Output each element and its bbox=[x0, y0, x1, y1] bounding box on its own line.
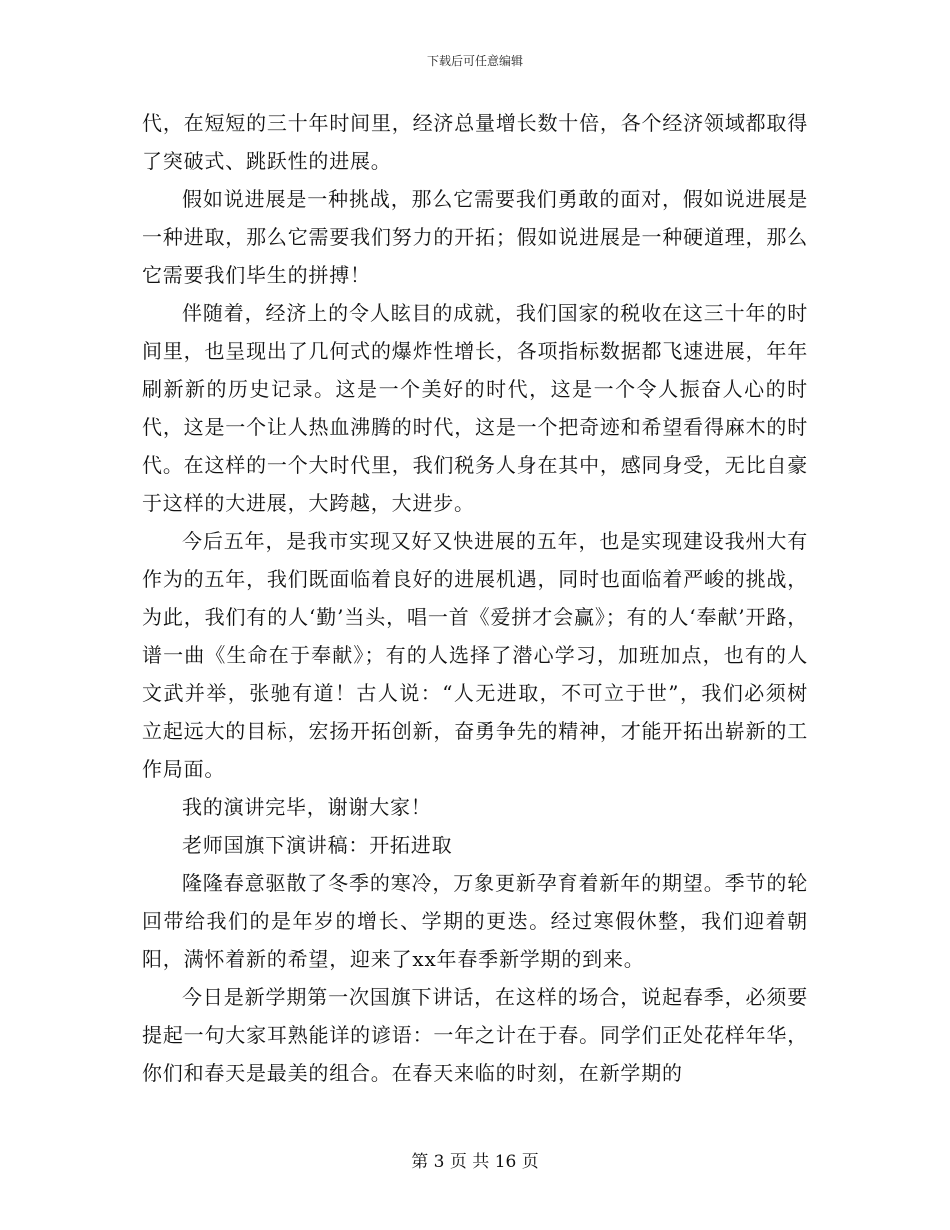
paragraph: 今后五年，是我市实现又好又快进展的五年，也是实现建设我州大有作为的五年，我们既面临着良好的进展机遇，同时也面临着严峻的挑战，为此，我们有的人‘勤’当头，唱一首《爱拼才会赢》；有的人‘奉献’开路，谱一曲《生命在于奉献》；有的人选择了潜心学习，加班加点，也有的人文武并举，张驰有道！古人说：“人无进取，不可立于世”，我们必须树立起远大的目标，宏扬开拓创新，奋勇争先的精神，才能开拓出崭新的工作局面。 bbox=[142, 529, 808, 781]
paragraph: 伴随着，经济上的令人眩目的成就，我们国家的税收在这三十年的时间里，也呈现出了几何式的爆炸性增长，各项指标数据都飞速进展，年年刷新新的历史记录。这是一个美好的时代，这是一个令人振奋人心的时代，这是一个让人热血沸腾的时代，这是一个把奇迹和希望看得麻木的时代。在这样的一个大时代里，我们税务人身在其中，感同身受，无比自豪于这样的大进展，大跨越，大进步。 bbox=[142, 301, 808, 515]
paragraph: 隆隆春意驱散了冬季的寒冷，万象更新孕育着新年的期望。季节的轮回带给我们的是年岁的增长、学期的更迭。经过寒假休整，我们迎着朝阳，满怀着新的希望，迎来了xx年春季新学期的到来。 bbox=[142, 871, 808, 971]
page-header: 下载后可任意编辑 bbox=[426, 54, 523, 68]
paragraph-continuation: 代，在短短的三十年时间里，经济总量增长数十倍，各个经济领域都取得了突破式、跳跃性的进展。 bbox=[142, 111, 808, 173]
paragraph: 今日是新学期第一次国旗下讲话，在这样的场合，说起春季，必须要提起一句大家耳熟能详的谚语：一年之计在于春。同学们正处花样年华，你们和春天是最美的组合。在春天来临的时刻，在新学期的 bbox=[142, 985, 808, 1085]
section-title: 老师国旗下演讲稿：开拓进取 bbox=[182, 833, 453, 857]
page-number-footer: 第 3 页 共 16 页 bbox=[411, 1152, 539, 1172]
paragraph: 我的演讲完毕，谢谢大家！ bbox=[182, 795, 432, 819]
paragraph: 假如说进展是一种挑战，那么它需要我们勇敢的面对，假如说进展是一种进取，那么它需要我们努力的开拓；假如说进展是一种硬道理，那么它需要我们毕生的拼搏！ bbox=[142, 187, 808, 287]
document-body bbox=[142, 104, 808, 1092]
